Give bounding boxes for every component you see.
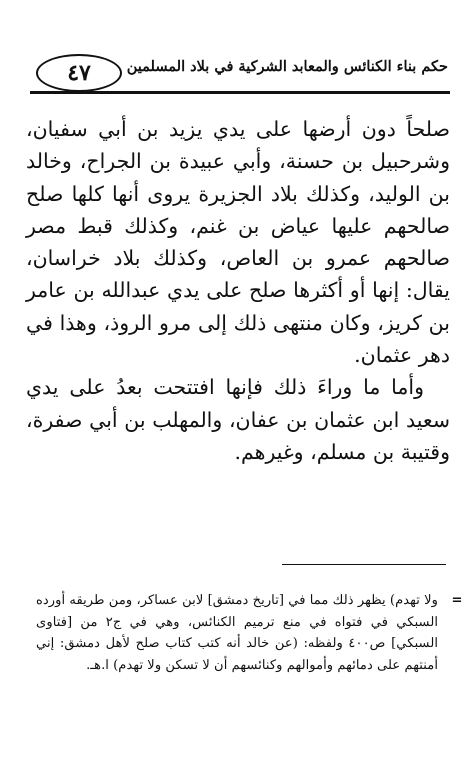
footnote-text: ولا تهدم) يظهر ذلك مما في [تاريخ دمشق] لابن عساكر، ومن طريقه أورده السبكي في فتواه في منع ترميم الكنائس، وهي في ج٢ من [فتاوى السبكي] ص٤٠٠ ولفظه: (عن خالد أنه كتب كتاب صلح لأهل دمشق: إني أمنتهم على دمائهم وأموالهم وكنائسهم أن لا تسكن ولا تهدم) ا.هـ. [36,593,438,673]
page-number: ٤٧ [67,60,91,86]
footnote-rule [282,564,446,565]
running-title: حكم بناء الكنائس والمعابد الشركية في بلاد المسلمين [126,58,448,75]
page-number-badge [36,54,122,92]
header-rule [30,91,450,94]
paragraph-1: صلحاً دون أرضها على يدي يزيد بن أبي سفيان، وشرحبيل بن حسنة، وأبي عبيدة بن الجراح، وخالد بن الوليد، وكذلك بلاد الجزيرة يروى أنها كلها صلح صالحهم عليها عياض بن غنم، وكذلك قبط مصر صالحهم عمرو بن العاص، وكذلك بلاد خراسان، يقال: إنها أو أكثرها صلح على يدي عبدالله بن عامر بن كريز، وكان منتهى ذلك إلى مرو الروذ، وهذا في دهر عثمان. [26,117,450,368]
paragraph-2: وأما ما وراءَ ذلك فإنها افتتحت بعدُ على يدي سعيد ابن عثمان بن عفان، والمهلب بن أبي صفرة، وقتيبة بن مسلم، وغيرهم. [26,375,450,464]
main-text [26,113,450,468]
page-header [30,52,450,92]
footnote-continuation-marker: = [451,593,463,608]
